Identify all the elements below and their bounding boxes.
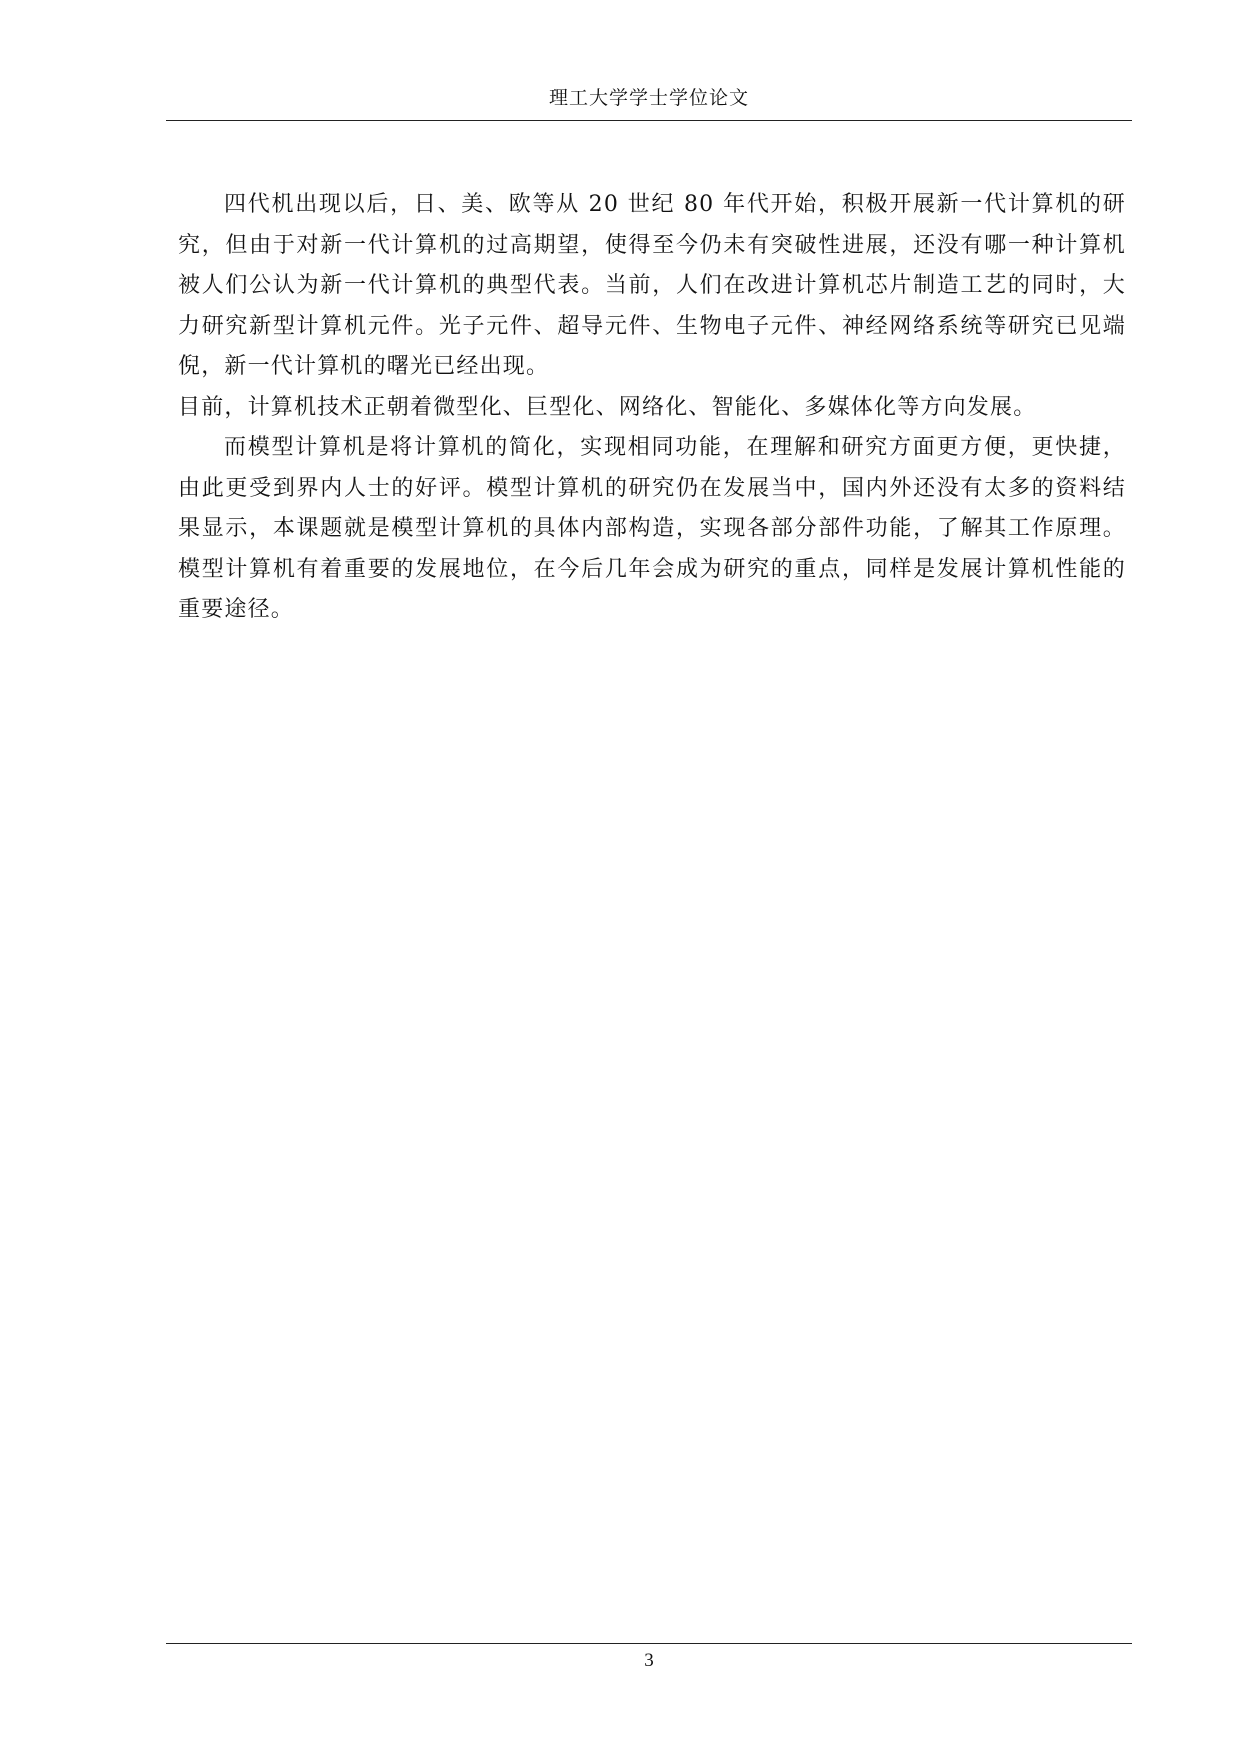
paragraph-development-trends: 目前，计算机技术正朝着微型化、巨型化、网络化、智能化、多媒体化等方向发展。	[178, 394, 1037, 420]
paragraph-model-computer: 而模型计算机是将计算机的简化，实现相同功能，在理解和研究方面更方便，更快捷，由此更受到界内人士的好评。模型计算机的研究仍在发展当中，国内外还没有太多的资料结果显示，本课题就是模型计算机的具体内部构造，实现各部分部件功能，了解其工作原理。模型计算机有着重要的发展地位，在今后几年会成为研究的重点，同样是发展计算机性能的重要途径。	[178, 435, 1126, 622]
header-title: 理工大学学士学位论文	[548, 87, 749, 109]
page-footer	[166, 1643, 1132, 1683]
page-header	[166, 86, 1132, 120]
header-divider	[166, 120, 1132, 121]
page-number: 3	[644, 1650, 654, 1671]
body-text	[178, 185, 1126, 631]
footer-divider	[166, 1643, 1132, 1644]
paragraph-next-generation-computers: 四代机出现以后，日、美、欧等从 20 世纪 80 年代开始，积极开展新一代计算机的研究，但由于对新一代计算机的过高期望，使得至今仍未有突破性进展，还没有哪一种计算机被人们公认为新一代计算机的典型代表。当前，人们在改进计算机芯片制造工艺的同时，大力研究新型计算机元件。光子元件、超导元件、生物电子元件、神经网络系统等研究已见端倪，新一代计算机的曙光已经出现。	[178, 192, 1126, 379]
